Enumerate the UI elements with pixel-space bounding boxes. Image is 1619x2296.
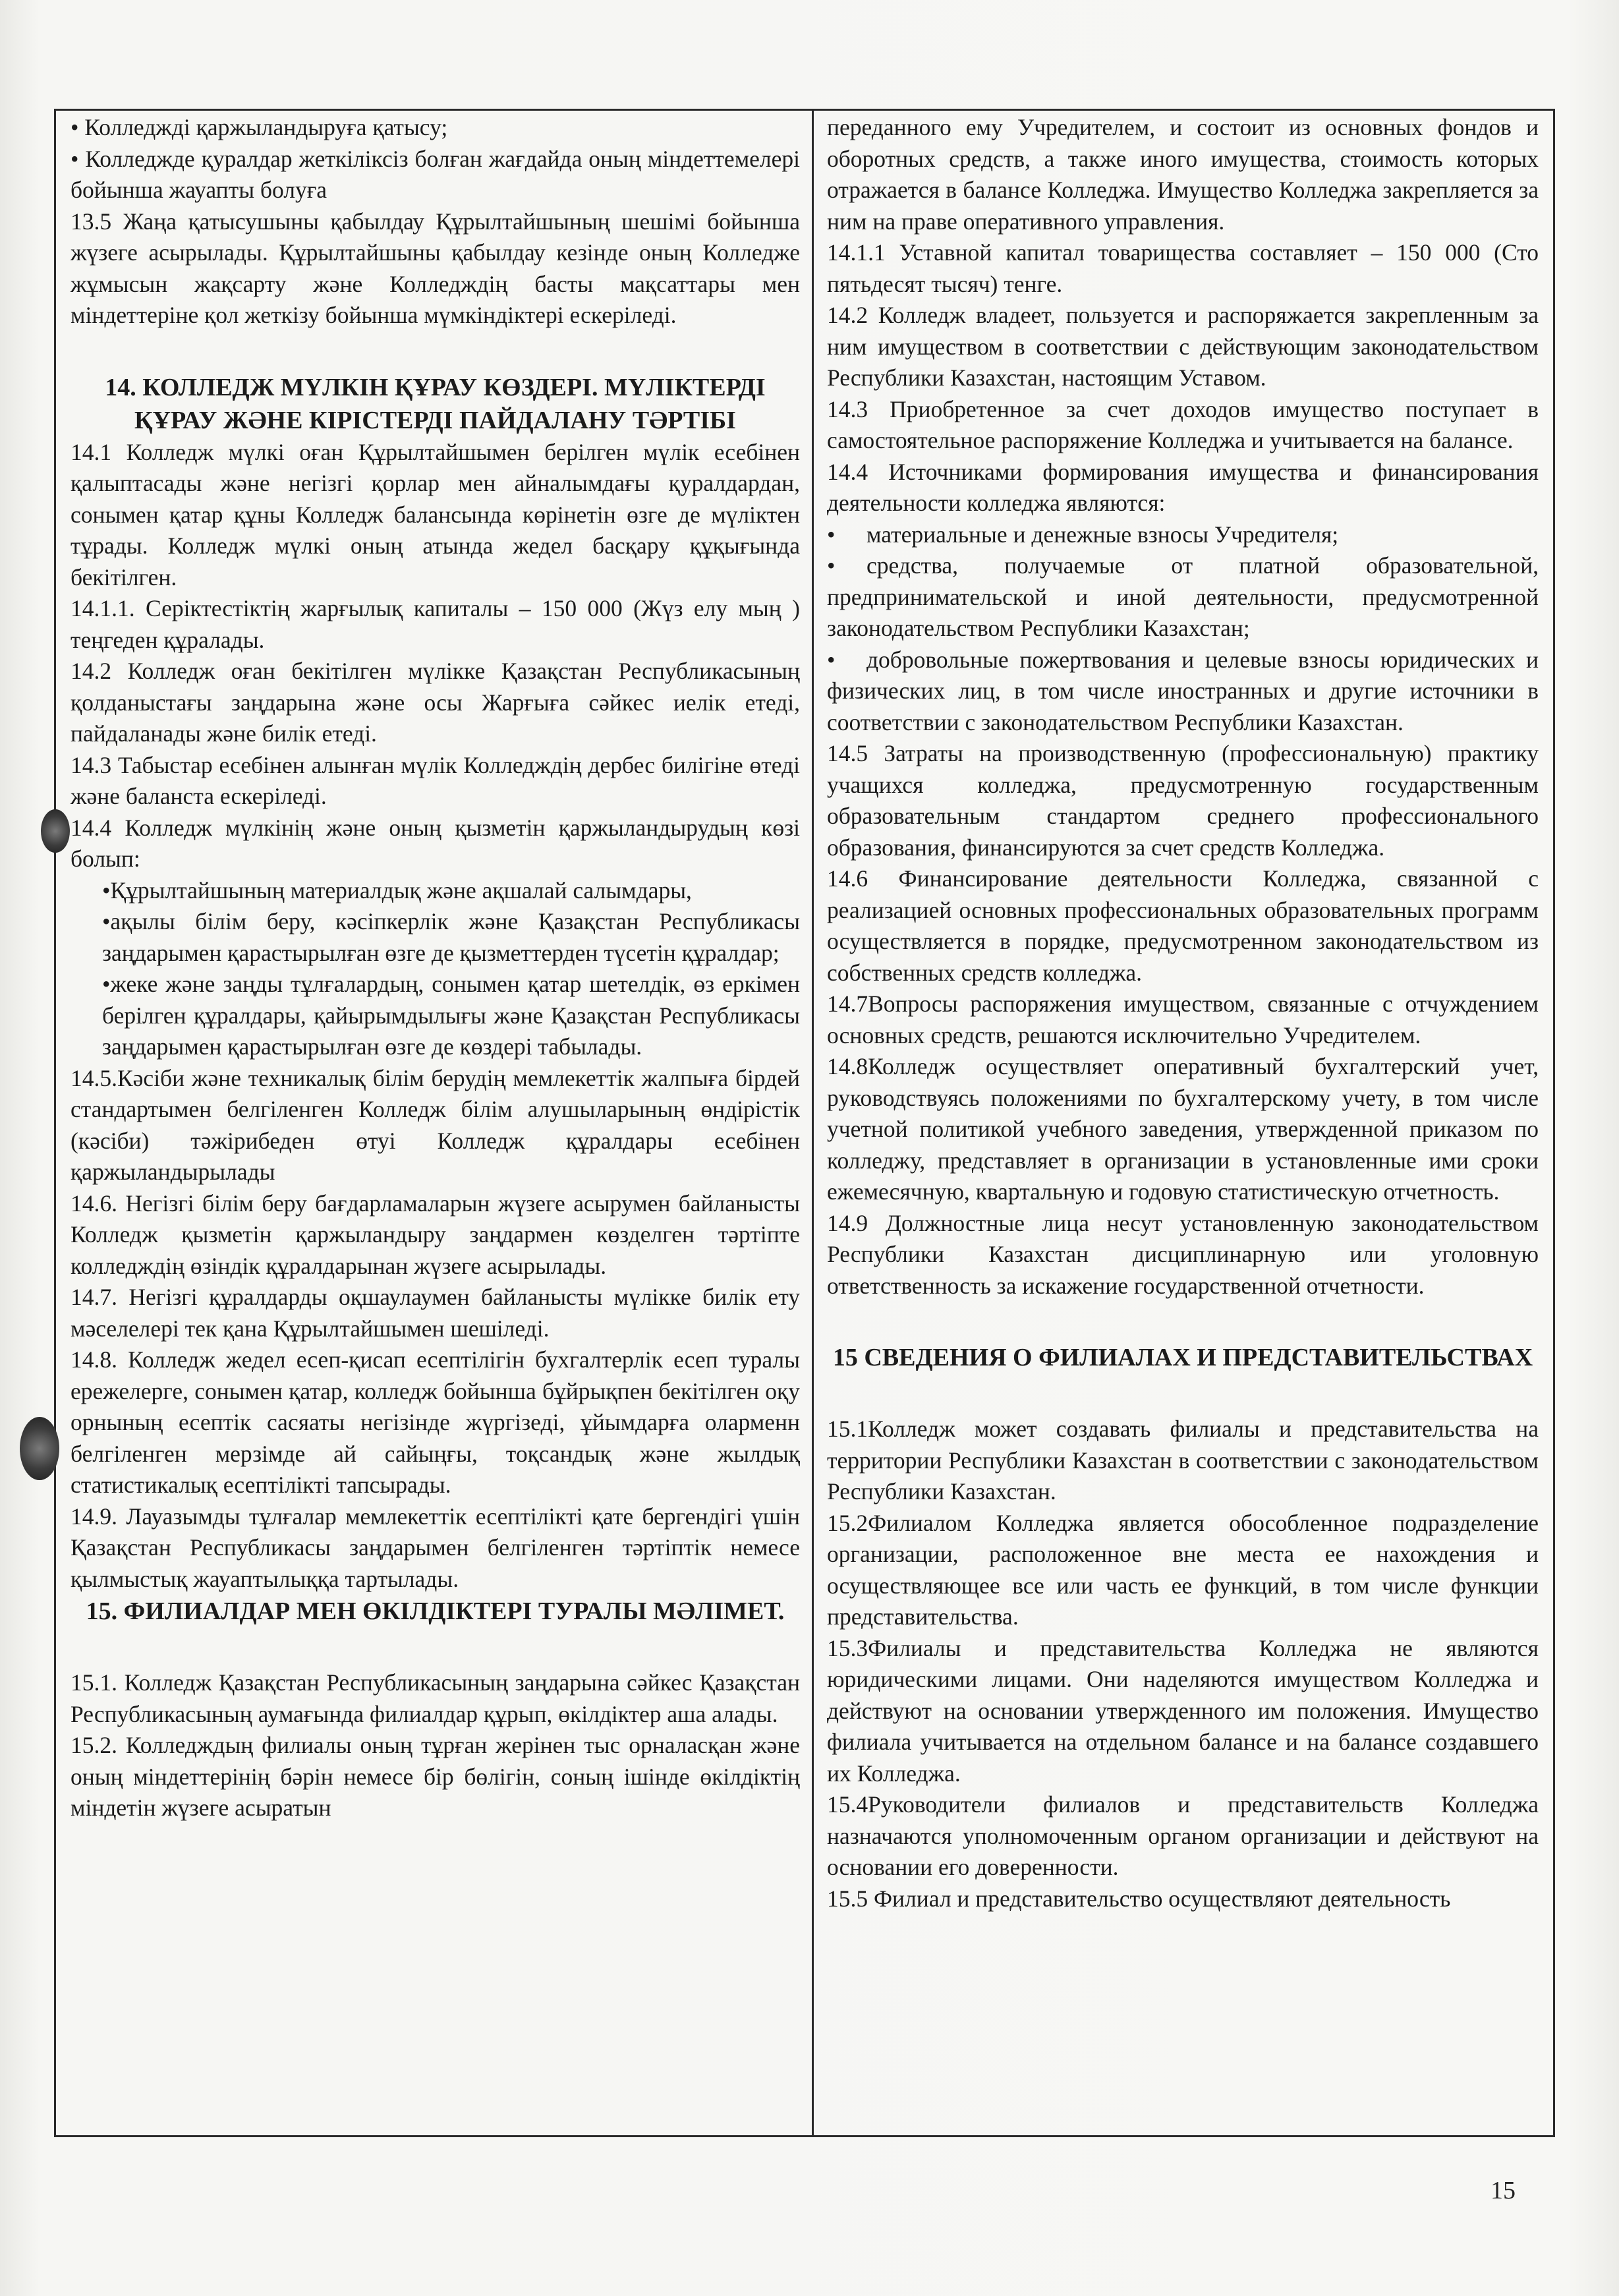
bullet-item [827, 519, 1539, 551]
punch-hole-top [41, 809, 70, 853]
paragraph: 15.1Колледж может создавать филиалы и представительства на территории Республики Казахстан в соответствии с законодательством Республики Казахстан. [827, 1416, 1539, 1505]
paragraph: 14.1 Колледж мүлкі оған Құрылтайшымен берілген мүлік есебінен қалыптасады және негізгі қорлар мен айналымдағы қуралдардан, сонымен қатар құны Колледж балансында көрінетін өзге де мүліктен тұрады. Колледж мүлкі оның атында жедел басқару құқығында бекітілген. [71, 438, 800, 590]
spacer [71, 1628, 800, 1667]
paragraph: 14.3 Табыстар есебінен алынған мүлік Колледждің дербес билігіне өтеді және баланста ескеріледі. [71, 751, 800, 809]
paragraph: 14.4 Источниками формирования имущества и финансирования деятельности колледжа являются: [827, 458, 1539, 516]
kazakh-column [56, 111, 814, 2135]
bullet-text: средства, получаемые от платной образовательной, предпринимательской и иной деятельности, предусмотренной законодательством Республики Казахстан; [827, 552, 1539, 641]
paragraph: 15.2Филиалом Колледжа является обособленное подразделение организации, расположенное вне места ее нахождения и осуществляющее все или часть ее функций, в том числе функции представительства. [827, 1509, 1539, 1630]
bullet-item [827, 550, 1539, 645]
bullet-icon: • [827, 552, 836, 579]
paragraph: • Колледжде қуралдар жеткіліксіз болған жағдайда оның міндеттемелері бойынша жауапты болуға [71, 145, 800, 203]
paragraph: 14.7Вопросы распоряжения имуществом, связанные с отчуждением основных средств, решаются исключительно Учредителем. [827, 990, 1539, 1048]
page-number: 15 [1491, 2177, 1516, 2204]
paragraph: 14.6. Негізгі білім беру бағдарламаларын жүзеге асырумен байланысты Колледж қызметін қаржыландыру заңдармен көзделген тәртіпте колледждің өзіндік құралдарынан жүзеге асырылады. [71, 1190, 800, 1279]
paragraph: переданного ему Учредителем, и состоит из основных фондов и оборотных средств, а также иного имущества, стоимость которых отражается в балансе Колледжа. Имущество Колледжа закрепляется за ним на праве оперативного управления. [827, 114, 1539, 235]
paragraph: 14.5.Кәсіби және техникалық білім берудің мемлекеттік жалпыға бірдей стандартымен белгіленген Колледж білім алушыларының өндірістік (кәсіби) тәжірибеден өтуі Колледж құралдары есебінен қаржыландырылады [71, 1064, 800, 1185]
bullet-text: добровольные пожертвования и целевые взносы юридических и физических лиц, в том числе иностранных и другие источники в соответствии с законодательством Республики Казахстан. [827, 646, 1539, 735]
paragraph: 15.4Руководители филиалов и представительств Колледжа назначаются уполномоченным органом организации и действуют на основании его доверенности. [827, 1791, 1539, 1880]
section-heading: 15 СВЕДЕНИЯ О ФИЛИАЛАХ И ПРЕДСТАВИТЕЛЬСТВАХ [832, 1344, 1533, 1371]
paragraph: 14.9. Лауазымды тұлғалар мемлекеттік есептілікті қате бергендігі үшін Қазақстан Республикасы заңдарымен белгіленген тәртіптік немесе қылмыстық жауаптылыққа тартылады. [71, 1503, 800, 1592]
bullet-item [827, 645, 1539, 739]
paragraph: 14.5 Затраты на производственную (профессиональную) практику учащихся колледжа, предусмотренную государственным образовательным стандартом среднего профессионального образования, финансируются за счет средств Колледжа. [827, 740, 1539, 861]
spacer [827, 1374, 1539, 1414]
paragraph: 14.4 Колледж мүлкінің және оның қызметін қаржыландырудың көзі болып: [71, 814, 800, 872]
punch-hole-bottom [20, 1417, 59, 1480]
section-heading: 15. ФИЛИАЛДАР МЕН ӨКІЛДІКТЕРІ ТУРАЛЫ МӘЛІМЕТ. [86, 1597, 785, 1625]
section-heading: 14. КОЛЛЕДЖ МҮЛКІН ҚҰРАУ КӨЗДЕРІ. МҮЛІКТЕРДІ ҚҰРАУ ЖӘНЕ КІРІСТЕРДІ ПАЙДАЛАНУ ТӘРТІБІ [105, 373, 766, 434]
paragraph: 15.5 Филиал и представительство осуществляют деятельность [827, 1885, 1451, 1912]
paragraph: •жеке және заңды тұлғалардың, сонымен қатар шетелдік, өз еркімен берілген құралдары, қайырымдылығы және Қазақстан Республикасы заңдарымен қарастырылған өзге де көздері табылады. [102, 971, 800, 1060]
paragraph: 14.8. Колледж жедел есеп-қисап есептілігін бухгалтерлік есеп туралы ережелерге, сонымен қатар, колледж бойынша бұйрықпен бекітілген оқу орнының есептік сасяаты негізінде жүргізеді, ұйымдарға оларменн белгіленген мерзімде ай сайыңғы, тоқсандық және жылдық статистикалық есептілікті тапсырады. [71, 1346, 800, 1498]
paragraph: 14.6 Финансирование деятельности Колледжа, связанной с реализацией основных профессиональных образовательных программ осуществляется в порядке, предусмотренном законодательством из собственных средств колледжа. [827, 865, 1539, 986]
bullet-icon: • [827, 521, 836, 548]
paragraph: 14.3 Приобретенное за счет доходов имущество поступает в самостоятельное распоряжение Колледжа и учитывается на балансе. [827, 395, 1539, 453]
paragraph: 15.2. Колледждың филиалы оның тұрған жерінен тыс орналасқан және оның міндеттерінің бәрін немесе бір бөлігін, соның ішінде өкілдіктің міндетін жүзеге асыратын [71, 1732, 800, 1821]
paragraph: 14.2 Колледж владеет, пользуется и распоряжается закрепленным за ним имуществом в соответствии с действующим законодательством Республики Казахстан, настоящим Уставом. [827, 302, 1539, 391]
spacer [71, 331, 800, 371]
russian-column [814, 111, 1553, 2135]
bullet-icon: • [827, 646, 836, 673]
paragraph: 14.1.1 Уставной капитал товарищества составляет – 150 000 (Сто пятьдесят тысяч) тенге. [827, 239, 1539, 297]
spacer [827, 1302, 1539, 1341]
bullet-text: материальные и денежные взносы Учредителя; [866, 521, 1339, 548]
paragraph: 15.3Филиалы и представительства Колледжа не являются юридическими лицами. Они наделяются имуществом Колледжа и действуют на основании утвержденного им положения. Имущество филиала учитывается на отдельном балансе и на балансе создавшего их Колледжа. [827, 1634, 1539, 1787]
paragraph: 13.5 Жаңа қатысушыны қабылдау Құрылтайшының шешімі бойынша жүзеге асырылады. Құрылтайшыны қабылдау кезінде оның Колледже жұмысын жақсарту және Колледждің басты мақсаттары мен міндеттеріне қол жеткізу бойынша мүмкіндіктері ескеріледі. [71, 208, 800, 328]
two-column-table [54, 109, 1555, 2137]
paragraph: 14.1.1. Серіктестіктің жарғылық капиталы – 150 000 (Жүз елу мың ) теңгеден құралады. [71, 595, 800, 653]
paragraph: 14.2 Колледж оған бекітілген мүлікке Қазақстан Республикасының қолданыстағы заңдарына және осы Жарғыға сәйкес иелік етеді, пайдаланады және билік етеді. [71, 658, 800, 747]
paragraph: •ақылы білім беру, кәсіпкерлік және Қазақстан Республикасы заңдарымен қарастырылған өзге де қызметтерден түсетін құралдар; [102, 908, 800, 966]
paragraph: 15.1. Колледж Қазақстан Республикасының заңдарына сәйкес Қазақстан Республикасының аумағында филиалдар құрып, өкілдіктер аша алады. [71, 1669, 800, 1727]
paragraph: 14.7. Негізгі құралдарды оқшаулаумен байланысты мүлікке билік ету мәселелері тек қана Құрылтайшымен шешіледі. [71, 1284, 800, 1342]
paragraph: 14.8Колледж осуществляет оперативный бухгалтерский учет, руководствуясь положениями по бухгалтерскому учету, в том числе учетной политикой учебного заведения, утвержденной приказом по колледжу, представляет в организации в установленные ими сроки ежемесячную, квартальную и годовую статистическую отчетность. [827, 1053, 1539, 1205]
paragraph: •Құрылтайшының материалдық және ақшалай салымдары, [102, 876, 692, 904]
paragraph: • Колледжді қаржыландыруға қатысу; [71, 114, 448, 140]
paragraph: 14.9 Должностные лица несут установленную законодательством Республики Казахстан дисциплинарную или уголовную ответственность за искажение государственной отчетности. [827, 1209, 1539, 1299]
